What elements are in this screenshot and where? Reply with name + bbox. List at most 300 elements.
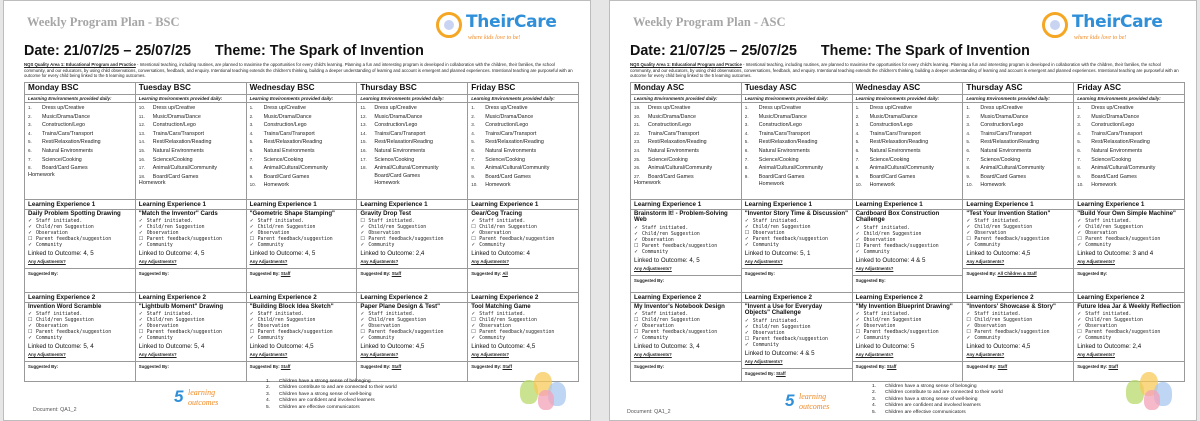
environment-label: Animal/Cultural/Community (1091, 165, 1156, 172)
check-mark-icon: ✓ (471, 230, 476, 237)
environment-number: 18. (360, 165, 367, 171)
experience-1-row (25, 200, 579, 293)
environment-number: 3. (249, 122, 254, 128)
experience-label: Learning Experience 1 (963, 201, 1073, 210)
checklist-label: Child/ren Suggestion (146, 225, 205, 231)
checklist-item (745, 243, 849, 249)
day-header: Thursday ASC (963, 83, 1074, 95)
experience-name: Brainstorm It! - Problem-Solving Web (634, 209, 728, 224)
outcomes-list (872, 384, 1003, 416)
experience-name: Gravity Drop Test (360, 209, 412, 217)
environment-label: Science/Cooking (152, 156, 193, 163)
suggested-by (25, 361, 135, 369)
checklist-label: Community (479, 336, 506, 342)
experience-1-row (631, 200, 1185, 293)
check-mark-icon: ☐ (471, 236, 476, 243)
checklist-label: Staff initiated. (974, 219, 1021, 225)
environment-label: Construction/Lego (869, 122, 913, 129)
adjustments-label: Any Adjustments? (744, 258, 783, 264)
check-mark-icon: ✓ (249, 335, 254, 342)
environment-number: 4. (28, 130, 32, 136)
checklist-label: Observation (642, 324, 674, 330)
environment-item (360, 113, 464, 122)
environment-label: Music/Drama/Dance (152, 113, 201, 120)
date-range: Date: 21/07/25 – 25/07/25 (630, 43, 797, 59)
experience-label: Learning Experience 2 (25, 294, 135, 303)
environments-header: Learning Environments provided daily: (1074, 96, 1184, 103)
suggested-by-label: Suggested By: (855, 363, 886, 369)
suggested-by-label: Suggested By: (471, 363, 502, 369)
checklist-label: Child/ren Suggestion (36, 225, 94, 231)
environment-label: Trains/Cars/Transport (374, 130, 426, 137)
checklist-label: Staff initiated. (863, 226, 910, 232)
environments-row (25, 95, 579, 200)
suggested-by-value: Staff (391, 363, 402, 369)
experience-cell (357, 200, 468, 293)
checklist-item (28, 336, 132, 342)
source-checklist (250, 219, 354, 249)
environments-cell (963, 95, 1074, 200)
environment-label: Animal/Cultural/Community (485, 165, 550, 172)
experience-name: "Geometric Shape Stamping" (249, 209, 335, 217)
day-header: Friday BSC (468, 83, 579, 95)
environment-number: 11. (360, 105, 367, 110)
environment-label: Board/Card Games (42, 165, 88, 172)
environment-number: 4. (471, 130, 476, 136)
check-mark-icon: ✓ (360, 323, 365, 330)
experience-label: Learning Experience 2 (247, 294, 357, 303)
environment-item (360, 147, 464, 156)
environment-number: 1. (1077, 105, 1082, 110)
environment-item (745, 138, 849, 147)
environment-list (966, 104, 1070, 190)
check-mark-icon: ☐ (471, 224, 476, 231)
environment-label: Natural Environments (648, 147, 699, 154)
environment-label: Science/Cooking (263, 156, 304, 163)
source-checklist (250, 312, 354, 342)
checklist-label: Parent feedback/suggestion (1085, 330, 1161, 336)
outcome-text: Children have a strong sense of well-being (885, 396, 978, 402)
environment-item (634, 113, 738, 122)
checklist-label: Staff initiated. (642, 312, 689, 318)
environment-number: 7. (966, 156, 971, 162)
environment-label: Homework (485, 182, 511, 189)
check-mark-icon: ✓ (28, 335, 33, 342)
environments-header: Learning Environments provided daily: (357, 96, 467, 103)
suggested-by-value: Staff (502, 363, 513, 369)
suggested-by (247, 361, 357, 369)
environment-number: 10. (1077, 182, 1084, 188)
environments-header: Learning Environments provided daily: (136, 96, 246, 103)
experience-name: "My Invention Blueprint Drawing" (855, 302, 953, 310)
environment-item (1077, 147, 1181, 156)
check-mark-icon: ☐ (1077, 236, 1082, 243)
environment-label: Construction/Lego (263, 122, 307, 129)
check-mark-icon: ✓ (471, 242, 476, 249)
environment-item (1077, 164, 1181, 173)
environment-label: Music/Drama/Dance (485, 113, 534, 120)
environment-label: Trains/Cars/Transport (152, 130, 204, 137)
suggested-by (853, 275, 963, 283)
check-mark-icon: ✓ (855, 237, 860, 243)
checklist-label: Parent feedback/suggestion (863, 330, 939, 336)
checklist-label: Parent feedback/suggestion (36, 237, 112, 243)
environment-label: Music/Drama/Dance (869, 113, 918, 120)
experience-name: "Match the Inventor" Cards (138, 209, 218, 217)
adjustments-label: Any Adjustments? (249, 258, 288, 264)
environment-label: Rest/Relaxation/Reading (1091, 139, 1150, 146)
environment-item (856, 147, 960, 156)
checklist-label: Staff initiated. (146, 312, 194, 318)
suggested-by (1074, 268, 1184, 276)
environment-label: Animal/Cultural/Community (374, 165, 439, 172)
checklist-label: Child/ren Suggestion (642, 232, 700, 238)
environment-label: Rest/Relaxation/Reading (374, 139, 433, 146)
outcome-number: 4. (266, 398, 271, 404)
environment-item (856, 113, 960, 122)
document-id: Document: QA1_2 (627, 409, 671, 415)
adjustments-label: Any Adjustments? (471, 258, 509, 264)
check-mark-icon: ✓ (360, 224, 365, 231)
checklist-label: Child/ren Suggestion (257, 318, 316, 324)
learning-outcomes-logo (174, 387, 224, 417)
environment-number: 9. (471, 173, 476, 179)
environment-label: Science/Cooking (374, 156, 415, 163)
environment-label: Science/Cooking (485, 156, 525, 163)
check-mark-icon: ✓ (28, 224, 33, 231)
environment-item (250, 121, 354, 130)
checklist-label: Observation (642, 238, 674, 243)
suggested-by-value: All (502, 270, 508, 276)
checklist-label: Child/ren Suggestion (642, 318, 700, 324)
outcome-text: Children have a strong sense of belonging (279, 379, 371, 384)
environment-number: 8. (249, 165, 254, 171)
outcome-text: Children are effective communicators (885, 409, 966, 415)
environment-label: Homework (263, 182, 289, 189)
environment-number: 11. (138, 113, 145, 119)
environment-item (139, 104, 243, 113)
check-mark-icon: ☐ (966, 236, 971, 243)
check-mark-icon: ✓ (138, 323, 143, 330)
environments-cell (741, 95, 852, 200)
check-mark-icon: ✓ (634, 248, 639, 255)
environment-label: Music/Drama/Dance (263, 113, 312, 120)
check-mark-icon: ✓ (249, 218, 254, 225)
environment-list (1077, 104, 1181, 190)
environment-label: Board/Card Games (152, 173, 199, 180)
checklist-item (250, 243, 354, 249)
checklist-item (856, 250, 960, 256)
nqs-text: - Intentional teaching, including routines, are planned to maximise the opportunities for every child's learning. Planning a fun and interesting program is developed in collaboration with the children, their families, the school community, and our educators, by using child observations, conversations, feedback, and enquiry. Intentional teaching extends the children's thinking, building a deeper understanding of learning and account is emergent and planned experiences. Intentional teaching are purposeful with an outcome for every child being linked to the 5 learning outcomes. (24, 62, 573, 79)
check-mark-icon: ✓ (744, 330, 749, 336)
day-header-row (25, 83, 579, 95)
logo-mark-icon (436, 12, 462, 38)
environment-item (28, 147, 132, 156)
check-mark-icon: ✓ (855, 225, 860, 232)
environment-item (471, 138, 575, 147)
environment-item (1077, 181, 1181, 190)
outcome-number: 1. (266, 379, 271, 384)
environment-number: 2. (855, 113, 860, 119)
outcome-number: 2. (266, 385, 271, 391)
day-header: Tuesday BSC (135, 83, 246, 95)
environment-number: 8. (1077, 165, 1082, 171)
checklist-label: Observation (974, 231, 1007, 237)
experience-cell (135, 293, 246, 382)
check-mark-icon: ✓ (966, 311, 971, 318)
environment-label: Trains/Cars/Transport (758, 130, 810, 137)
environment-label: Board/Card Games (758, 173, 805, 180)
checklist-label: Staff initiated. (146, 219, 194, 225)
environment-number: 8. (471, 165, 476, 171)
checklist-label: Community (36, 336, 62, 342)
homework-label: Homework (28, 171, 55, 178)
environments-header: Learning Environments provided daily: (247, 96, 357, 103)
checklist-item (471, 243, 575, 249)
linked-outcome: Linked to Outcome: 4 & 5 (744, 349, 815, 357)
source-checklist (471, 219, 575, 249)
environment-label: Construction/Lego (980, 122, 1024, 129)
logo-name: TheirCare (466, 12, 557, 32)
suggested-by-label: Suggested By: (360, 270, 391, 276)
environment-number: 17. (360, 156, 367, 162)
environment-label: Music/Drama/Dance (980, 113, 1029, 120)
environments-header: Learning Environments provided daily: (853, 96, 963, 103)
experience-name: Daily Problem Spotting Drawing (28, 209, 121, 217)
checklist-label: Child/ren Suggestion (479, 225, 537, 231)
check-mark-icon: ✓ (1077, 335, 1082, 342)
environment-item (28, 113, 132, 122)
checklist-label: Community (368, 336, 395, 342)
environment-number: 19. (634, 105, 641, 110)
experience-cell (246, 200, 357, 293)
source-checklist (856, 226, 960, 256)
environment-label: Music/Drama/Dance (1091, 113, 1140, 120)
outcome-number: 3. (872, 396, 877, 402)
environment-item (966, 138, 1070, 147)
environment-label: Construction/Lego (1091, 122, 1135, 129)
environment-number: 7. (28, 156, 32, 162)
environment-number: 1. (28, 105, 32, 110)
environment-item (250, 156, 354, 165)
theme: Theme: The Spark of Invention (820, 43, 1030, 59)
suggested-by-value: Staff (391, 270, 402, 276)
experience-cell (25, 200, 136, 293)
experience-name: "Test Your Invention Station" (966, 209, 1051, 217)
date-theme-line (24, 43, 424, 59)
environment-number: 1. (744, 105, 749, 110)
outcomes-list (266, 379, 397, 411)
check-mark-icon: ✓ (360, 311, 365, 318)
check-mark-icon: ✓ (249, 311, 254, 318)
environment-number: 6. (744, 147, 749, 153)
check-mark-icon: ✓ (855, 323, 860, 330)
experience-label: Learning Experience 1 (631, 201, 741, 210)
experience-cell (852, 200, 963, 293)
experience-label: Learning Experience 1 (853, 201, 963, 210)
experience-label: Learning Experience 1 (1074, 201, 1184, 210)
environment-item (745, 156, 849, 165)
environment-item (856, 121, 960, 130)
environment-label: Board/Card Games (869, 173, 916, 180)
checklist-label: Parent feedback/suggestion (752, 237, 828, 243)
environment-number: 2. (966, 113, 971, 119)
environment-item (471, 104, 575, 113)
handprints-icon (1122, 366, 1182, 414)
environment-number: 8. (744, 165, 749, 171)
environment-item (634, 147, 738, 156)
environment-label: Animal/Cultural/Community (152, 165, 217, 172)
experience-label: Learning Experience 1 (25, 201, 135, 210)
environment-number: 4. (1077, 130, 1082, 136)
check-mark-icon: ✓ (249, 242, 254, 249)
environment-label: Trains/Cars/Transport (42, 130, 94, 137)
theircare-logo (436, 11, 582, 45)
environment-label: Dress up/Creative (374, 105, 417, 111)
environment-label: Trains/Cars/Transport (1091, 130, 1143, 137)
checklist-item (1077, 336, 1181, 342)
environment-item (28, 138, 132, 147)
suggested-by (963, 268, 1073, 276)
check-mark-icon: ✓ (138, 311, 143, 318)
environment-item (139, 138, 243, 147)
suggested-by (853, 361, 963, 369)
checklist-label: Parent feedback/suggestion (863, 243, 939, 249)
check-mark-icon: ✓ (471, 218, 476, 225)
check-mark-icon: ✓ (744, 236, 749, 243)
check-mark-icon: ✓ (138, 224, 143, 231)
environment-label: Homework (374, 180, 400, 187)
experience-label: Learning Experience 2 (136, 294, 246, 303)
checklist-label: Community (863, 336, 890, 342)
adjustments-label: Any Adjustments? (634, 265, 672, 271)
environment-label: Homework (1091, 182, 1117, 189)
environment-number: 4. (249, 130, 254, 136)
checklist-item (634, 336, 738, 342)
environments-header: Learning Environments provided daily: (742, 96, 852, 103)
environment-label: Board/Card Games (980, 173, 1027, 180)
adjustments-label: Any Adjustments? (28, 258, 66, 264)
environment-item (966, 147, 1070, 156)
experience-name: Invention Word Scramble (28, 302, 102, 310)
check-mark-icon: ✓ (249, 224, 254, 231)
check-mark-icon: ✓ (855, 311, 860, 318)
environment-number: 15. (360, 139, 367, 145)
environment-number: 24. (634, 147, 641, 153)
environments-cell (246, 95, 357, 200)
experience-label: Learning Experience 2 (963, 294, 1073, 303)
environment-number: 7. (471, 156, 476, 162)
environment-label: Natural Environments (758, 147, 810, 154)
checklist-label: Observation (257, 231, 290, 237)
source-checklist (745, 219, 849, 249)
check-mark-icon: ✓ (249, 230, 254, 237)
environment-item (966, 164, 1070, 173)
environment-item (471, 156, 575, 165)
environment-item (856, 156, 960, 165)
environment-label: Rest/Relaxation/Reading (648, 139, 707, 146)
checklist-label: Child/ren Suggestion (974, 225, 1033, 231)
environment-item (634, 138, 738, 147)
day-header: Thursday BSC (357, 83, 468, 95)
environment-item (966, 130, 1070, 139)
linked-outcome: Linked to Outcome: 4 & 5 (855, 256, 926, 264)
environment-list (634, 104, 738, 181)
linked-outcome: Linked to Outcome: 4, 5 (249, 249, 316, 257)
linked-outcome: Linked to Outcome: 3 and 4 (1077, 249, 1154, 257)
environment-label: Rest/Relaxation/Reading (152, 139, 212, 146)
environment-item (360, 164, 464, 173)
check-mark-icon: ✓ (138, 335, 143, 342)
environment-label: Dress up/Creative (869, 105, 912, 111)
checklist-label: Parent feedback/suggestion (642, 330, 718, 336)
environment-label: Rest/Relaxation/Reading (263, 139, 323, 146)
environment-item (360, 121, 464, 130)
checklist-label: Staff initiated. (642, 226, 689, 232)
source-checklist (1077, 312, 1181, 342)
experience-cell (963, 200, 1074, 293)
environment-label: Natural Environments (1091, 147, 1143, 154)
checklist-label: Parent feedback/suggestion (479, 330, 555, 336)
checklist-item (745, 343, 849, 349)
learning-outcomes-wordmark: learning outcomes (188, 388, 219, 407)
environment-item (966, 173, 1070, 182)
checklist-label: Parent feedback/suggestion (146, 237, 222, 243)
environment-number: 8. (966, 165, 971, 171)
source-checklist (139, 219, 243, 249)
environment-label: Rest/Relaxation/Reading (42, 139, 101, 146)
environment-label: Natural Environments (485, 147, 537, 154)
check-mark-icon: ☐ (28, 236, 33, 243)
environment-number: 6. (471, 147, 476, 153)
checklist-label: Child/ren Suggestion (1085, 318, 1143, 324)
check-mark-icon: ✓ (966, 218, 971, 225)
experience-label: Learning Experience 2 (853, 294, 963, 303)
environment-item (250, 130, 354, 139)
experience-name: "Inventor Story Time & Discussion" (744, 209, 848, 217)
checklist-label: Community (974, 336, 1001, 342)
environment-number: 1. (471, 105, 476, 110)
environment-number: 14. (138, 139, 146, 145)
environment-number: 3. (28, 122, 32, 128)
outcome-text: Children are confident and involved learners (885, 403, 981, 409)
experience-label: Learning Experience 1 (247, 201, 357, 210)
environment-label: Trains/Cars/Transport (263, 130, 315, 137)
checklist-label: Observation (1085, 231, 1117, 237)
environment-number: 3. (966, 122, 971, 128)
suggested-by-label: Suggested By: (1077, 363, 1108, 369)
checklist-label: Staff initiated. (257, 312, 304, 318)
checklist-label: Observation (1085, 324, 1117, 330)
adjustments-label: Any Adjustments? (855, 265, 894, 271)
check-mark-icon: ✓ (744, 242, 749, 249)
check-mark-icon: ✓ (28, 311, 33, 318)
environment-label: Trains/Cars/Transport (485, 130, 537, 137)
environment-number: 8. (28, 165, 32, 171)
environment-label: Board/Card Games (263, 173, 310, 180)
environment-item (1077, 130, 1181, 139)
outcome-text: Children contribute to and are connected to their world (885, 390, 1003, 396)
environment-label: Trains/Cars/Transport (869, 130, 921, 137)
outcome-number: 1. (872, 384, 877, 389)
checklist-label: Observation (752, 331, 785, 336)
check-mark-icon: ✓ (138, 317, 143, 324)
check-mark-icon: ✓ (138, 242, 143, 249)
environment-number: 13. (360, 122, 367, 128)
theme: Theme: The Spark of Invention (214, 43, 424, 59)
environment-number: 1. (249, 105, 254, 110)
experience-cell (1074, 200, 1185, 293)
